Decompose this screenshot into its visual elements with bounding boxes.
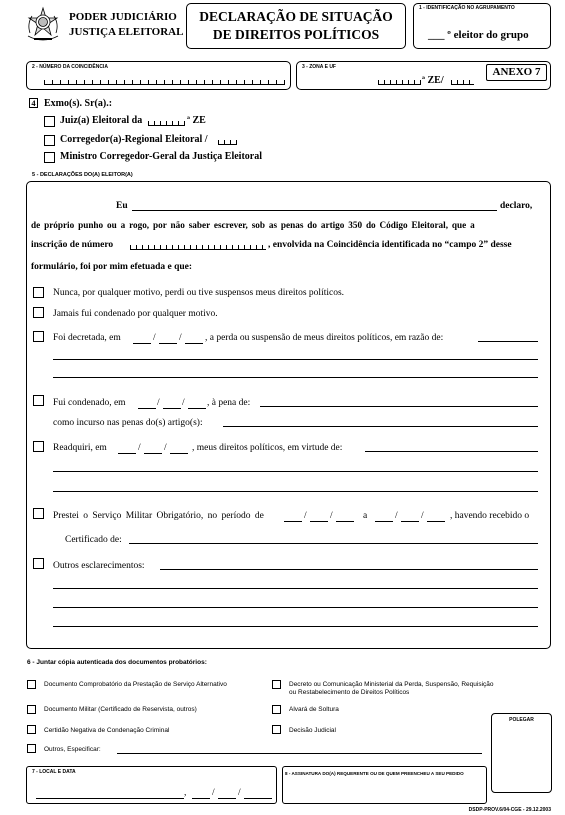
- item-3-text-b: , a perda ou suspensão de meus direitos políticos, em razão de:: [205, 333, 444, 343]
- thumbprint-box[interactable]: [491, 713, 552, 793]
- item-4-date-month[interactable]: [163, 408, 181, 409]
- minister-checkbox[interactable]: [44, 152, 55, 163]
- item-7-text: Outros esclarecimentos:: [53, 561, 145, 571]
- item-5-line[interactable]: [53, 491, 538, 492]
- date-sep: /: [138, 443, 141, 453]
- declaration-line-4: formulário, foi por mim efetuada e que:: [31, 262, 193, 272]
- item-5-reason-line[interactable]: [365, 451, 538, 452]
- item-6-to-month[interactable]: [401, 521, 419, 522]
- item-4-text-c: como incurso nas penas do(s) artigo(s):: [53, 418, 203, 428]
- title-line-1: DECLARAÇÃO DE SITUAÇÃO: [199, 9, 393, 24]
- declaro-text: declaro,: [500, 201, 533, 211]
- field-3-label: 3 - ZONA E UF: [302, 64, 336, 70]
- regional-label: Corregedor(a)-Regional Eleitoral /: [60, 134, 208, 145]
- item-6-from-month[interactable]: [310, 521, 328, 522]
- uf-input[interactable]: [451, 80, 474, 85]
- doc-decree-label: Decreto ou Comunicação Ministerial da Perda, Suspensão, Requisição ou Restabelecimento de Direitos Políticos: [289, 681, 494, 696]
- org-line-2: JUSTIÇA ELEITORAL: [69, 26, 184, 38]
- item-3-text-a: Foi decretada, em: [53, 333, 121, 343]
- name-line[interactable]: [132, 210, 497, 211]
- registration-number-input[interactable]: [130, 245, 266, 250]
- item-6-text-a: Prestei o Serviço Militar Obrigatório, no período de: [53, 511, 264, 521]
- title-line-2: DE DIREITOS POLÍTICOS: [212, 27, 380, 42]
- date-sep: /: [164, 443, 167, 453]
- item-3-date-day[interactable]: [133, 343, 151, 344]
- coat-of-arms-icon: [24, 6, 62, 42]
- date-month-line[interactable]: [218, 798, 236, 799]
- item-6-to-day[interactable]: [375, 521, 393, 522]
- doc-decree-checkbox[interactable]: [272, 680, 281, 689]
- date-sep: /: [182, 398, 185, 408]
- judge-label: Juiz(a) Eleitoral da: [60, 115, 143, 126]
- item-4-date-day[interactable]: [138, 408, 156, 409]
- item-7-line[interactable]: [160, 569, 538, 570]
- doc-release-label: Alvará de Soltura: [289, 706, 339, 713]
- item-5-text-a: Readquiri, em: [53, 443, 107, 453]
- org-name: [69, 10, 183, 40]
- item-5-date-day[interactable]: [118, 453, 136, 454]
- item-6-checkbox[interactable]: [33, 508, 44, 519]
- annex-badge: ANEXO 7: [486, 64, 547, 81]
- page-title: [186, 8, 406, 44]
- item-6-text-c: , havendo recebido o: [450, 511, 530, 521]
- regional-checkbox[interactable]: [44, 135, 55, 146]
- date-sep: /: [304, 511, 307, 521]
- item-2-text: Jamais fui condenado por qualquer motivo.: [53, 309, 218, 319]
- judge-zone-input[interactable]: [148, 121, 185, 126]
- doc-judicial-checkbox[interactable]: [272, 725, 281, 734]
- item-3-reason-line[interactable]: [478, 341, 538, 342]
- item-3-checkbox[interactable]: [33, 331, 44, 342]
- date-sep: /: [395, 511, 398, 521]
- org-line-1: PODER JUDICIÁRIO: [69, 11, 177, 23]
- doc-release-checkbox[interactable]: [272, 705, 281, 714]
- date-sep: /: [153, 333, 156, 343]
- date-sep: /: [157, 398, 160, 408]
- item-6-text-b: a: [363, 511, 368, 521]
- field-2-label: 2 - NÚMERO DA COINCIDÊNCIA: [32, 64, 108, 70]
- item-5-checkbox[interactable]: [33, 441, 44, 452]
- item-6-certificate-line[interactable]: [129, 543, 538, 544]
- date-sep: /: [330, 511, 333, 521]
- field-7-label: 7 - LOCAL E DATA: [32, 769, 76, 775]
- item-4-text-b: , à pena de:: [207, 398, 251, 408]
- item-3-line[interactable]: [53, 359, 538, 360]
- place-comma: ,: [184, 788, 187, 798]
- doc-alternative-checkbox[interactable]: [27, 680, 36, 689]
- field-1-value[interactable]: ___ º eleitor do grupo: [428, 29, 529, 41]
- declaration-line-3a: inscrição de número: [31, 240, 114, 250]
- section-5-label: 5 - DECLARAÇÕES DO(A) ELEITOR(A): [32, 172, 133, 178]
- field-1-label: 1 - IDENTIFICAÇÃO NO AGRUPAMENTO: [419, 5, 515, 11]
- regional-uf-input[interactable]: [218, 140, 237, 145]
- doc-criminal-checkbox[interactable]: [27, 725, 36, 734]
- doc-other-checkbox[interactable]: [27, 744, 36, 753]
- zone-input[interactable]: [378, 80, 421, 85]
- item-7-line[interactable]: [53, 588, 538, 589]
- item-4-text-a: Fui condenado, em: [53, 398, 126, 408]
- item-6-from-day[interactable]: [284, 521, 302, 522]
- doc-judicial-label: Decisão Judicial: [289, 727, 336, 734]
- item-7-checkbox[interactable]: [33, 558, 44, 569]
- declaration-line-3b: , envolvida na Coincidência identificada no “campo 2” desse: [268, 240, 512, 250]
- judge-suffix: ª ZE: [187, 115, 206, 126]
- date-sep: /: [421, 511, 424, 521]
- item-1-text: Nunca, por qualquer motivo, perdi ou tive suspensos meus direitos políticos.: [53, 288, 345, 298]
- ze-label: ª ZE/: [422, 75, 444, 86]
- place-line[interactable]: [36, 798, 184, 799]
- date-day-line[interactable]: [192, 798, 210, 799]
- item-6-from-year[interactable]: [336, 521, 354, 522]
- date-sep: /: [238, 788, 241, 798]
- item-1-checkbox[interactable]: [33, 287, 44, 298]
- item-6-to-year[interactable]: [427, 521, 445, 522]
- doc-other-label: Outros, Especificar:: [44, 746, 101, 753]
- item-4-date-year[interactable]: [188, 408, 206, 409]
- eu-text: Eu: [116, 201, 128, 211]
- doc-criminal-label: Certidão Negativa de Condenação Criminal: [44, 727, 170, 734]
- item-3-date-month[interactable]: [159, 343, 177, 344]
- doc-military-checkbox[interactable]: [27, 705, 36, 714]
- item-4-penalty-line[interactable]: [260, 406, 538, 407]
- date-sep: /: [212, 788, 215, 798]
- item-3-date-year[interactable]: [185, 343, 203, 344]
- judge-checkbox[interactable]: [44, 116, 55, 127]
- section-5-box: [26, 181, 551, 649]
- section-4-greeting: Exmo(s). Sr(a).:: [44, 98, 113, 109]
- item-5-date-year[interactable]: [170, 453, 188, 454]
- item-5-text-b: , meus direitos políticos, em virtude de:: [192, 443, 343, 453]
- minister-label: Ministro Corregedor-Geral da Justiça Eleitoral: [60, 151, 262, 162]
- date-sep: /: [179, 333, 182, 343]
- item-5-date-month[interactable]: [144, 453, 162, 454]
- doc-military-label: Documento Militar (Certificado de Reservista, outros): [44, 706, 197, 713]
- section-4-number: 4: [29, 98, 38, 108]
- field-2-input[interactable]: [44, 80, 285, 85]
- section-6-label: 6 - Juntar cópia autenticada dos documentos probatórios:: [27, 659, 207, 666]
- item-7-line[interactable]: [53, 626, 538, 627]
- declaration-line-2: de próprio punho ou a rogo, por não saber escrever, sob as penas do artigo 350 do Código Eleitoral, que a: [31, 220, 475, 230]
- form-code: DSDP-PROV.6/04-CGE - 29.12.2003: [468, 807, 551, 813]
- item-4-articles-line[interactable]: [223, 426, 538, 427]
- date-year-line[interactable]: [244, 798, 272, 799]
- doc-other-line[interactable]: [117, 753, 482, 754]
- item-5-line[interactable]: [53, 471, 538, 472]
- field-8-label: 8 - ASSINATURA DO(A) REQUERENTE OU DE QUEM PREENCHEU A SEU PEDIDO: [285, 771, 464, 776]
- doc-alternative-label: Documento Comprobatório da Prestação de Serviço Alternativo: [44, 681, 227, 688]
- item-2-checkbox[interactable]: [33, 307, 44, 318]
- item-6-text-d: Certificado de:: [65, 535, 122, 545]
- item-3-line[interactable]: [53, 377, 538, 378]
- thumbprint-label: POLEGAR: [509, 717, 534, 723]
- item-4-checkbox[interactable]: [33, 395, 44, 406]
- item-7-line[interactable]: [53, 607, 538, 608]
